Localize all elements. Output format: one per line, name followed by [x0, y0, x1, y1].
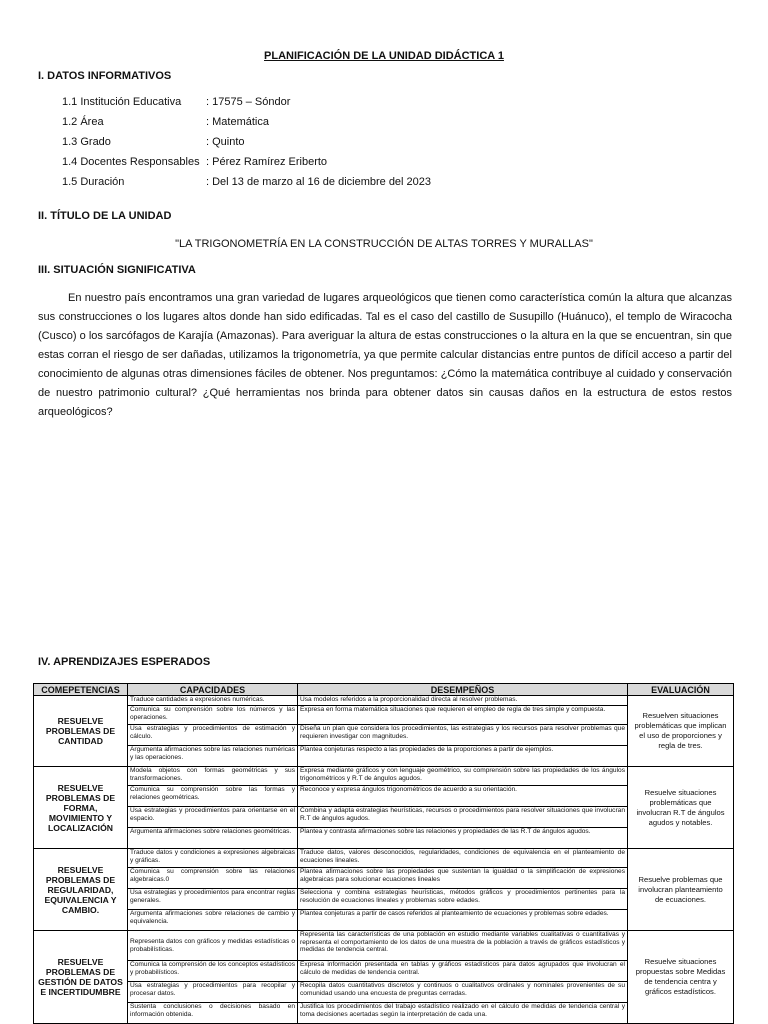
- capacity-cell: Traduce datos y condiciones a expresiones algebraicas y gráficas.: [128, 849, 298, 868]
- info-row: [62, 136, 245, 148]
- capacity-cell: Modela objetos con formas geométricas y sus transformaciones.: [128, 767, 298, 786]
- performance-cell: Representa las características de una población en estudio mediante variables cualitativas o cuantitativas y representa el comportamiento de los datos de una muestra de la población a través de gráficos estadísticos y medidas de tendencia central.: [298, 931, 628, 961]
- performance-cell: Justifica los procedimientos del trabajo estadístico realizado en el cálculo de medidas de tendencia central y toma decisiones acertadas según la interpretación de cada una.: [298, 1003, 628, 1024]
- header-desempenos: DESEMPEÑOS: [298, 684, 628, 696]
- performance-cell: Plantea afirmaciones sobre las propiedades que sustentan la igualdad o la simplificación de expresiones algebraicas para solucionar ecuaciones lineales: [298, 868, 628, 889]
- performance-cell: Usa modelos referidos a la proporcionalidad directa al resolver problemas.: [298, 696, 628, 706]
- performance-cell: Diseña un plan que considera los procedimientos, las estrategias y los recursos para resolver problemas que requieren investigar con magnitudes.: [298, 725, 628, 746]
- capacity-cell: Argumenta afirmaciones sobre relaciones de cambio y equivalencia.: [128, 910, 298, 931]
- learning-table: [33, 683, 734, 1024]
- competency-cell: RESUELVE PROBLEMAS DE GESTIÓN DE DATOS E INCERTIDUMBRE: [34, 931, 128, 1024]
- situation-paragraph: En nuestro país encontramos una gran variedad de lugares arqueológicos que tienen como característica común la altura que alcanzas sus construcciones o los lugares altos donde han sido edificadas. Tal es el caso del castillo de Susupillo (Huánuco), el templo de Wiracocha (Cusco) o los sarcófagos de Karajía (Amazonas). Para averiguar la altura de estas construcciones o la altura en la que se encuentran, sin que estas corran el riesgo de ser dañadas, utilizamos la trigonometría, ya que permite calcular distancias entre puntos de difícil acceso a partir del conocimiento de algunas otras dimensiones fáciles de obtener. Nos preguntamos: ¿Cómo la matemática contribuye al cuidado y conservación de nuestro patrimonio cultural? ¿Qué herramientas nos brinda para obtener datos sin causas daños en la estructura de estos restos arqueológicos?: [38, 292, 732, 418]
- capacity-cell: Usa estrategias y procedimientos para recopilar y procesar datos.: [128, 982, 298, 1003]
- capacity-cell: Traduce cantidades a expresiones numéricas.: [128, 696, 298, 706]
- header-capacidades: CAPACIDADES: [128, 684, 298, 696]
- evaluation-cell: Resuelve situaciones problemáticas que involucran R.T de ángulos agudos y notables.: [628, 767, 734, 849]
- info-value: : Pérez Ramírez Eriberto: [206, 156, 328, 168]
- section-heading-titulo: II. TÍTULO DE LA UNIDAD: [38, 210, 172, 222]
- performance-cell: Plantea conjeturas a partir de casos referidos al planteamiento de ecuaciones y problemas sobre edades.: [298, 910, 628, 931]
- capacity-cell: Argumenta afirmaciones sobre relaciones geométricas.: [128, 828, 298, 849]
- performance-cell: Recopila datos cuantitativos discretos y continuos o cualitativos ordinales y nominales provenientes de su comunidad usando una encuesta de preguntas cerradas.: [298, 982, 628, 1003]
- table-row: [34, 696, 734, 706]
- info-value: : Del 13 de marzo al 16 de diciembre del 2023: [206, 176, 432, 188]
- info-row: [62, 96, 290, 108]
- info-row: [62, 116, 269, 128]
- document-title: PLANIFICACIÓN DE LA UNIDAD DIDÁCTICA 1: [264, 50, 504, 62]
- info-label: 1.3 Grado: [62, 136, 111, 148]
- capacity-cell: Usa estrategias y procedimientos para orientarse en el espacio.: [128, 807, 298, 828]
- info-label: 1.1 Institución Educativa: [62, 96, 182, 108]
- header-evaluacion: EVALUACIÓN: [628, 684, 734, 696]
- performance-cell: Plantea conjeturas respecto a las propiedades de la proporciones a partir de ejemplos.: [298, 746, 628, 767]
- info-label: 1.4 Docentes Responsables: [62, 156, 200, 168]
- evaluation-cell: Resuelve situaciones propuestas sobre Medidas de tendencia centra y gráficos estadísticos.: [628, 931, 734, 1024]
- info-value: : 17575 – Sóndor: [206, 96, 291, 108]
- competency-cell: RESUELVE PROBLEMAS DE REGULARIDAD, EQUIVALENCIA Y CAMBIO.: [34, 849, 128, 931]
- performance-cell: Plantea y contrasta afirmaciones sobre las relaciones y propiedades de las R.T de ángulos agudos.: [298, 828, 628, 849]
- performance-cell: Combina y adapta estrategias heurísticas, recursos o procedimientos para resolver situaciones que involucran R.T de ángulos agudos.: [298, 807, 628, 828]
- table-header-row: [34, 684, 734, 696]
- section-heading-datos: I. DATOS INFORMATIVOS: [38, 70, 172, 82]
- capacity-cell: Usa estrategias y procedimientos para encontrar reglas generales.: [128, 889, 298, 910]
- capacity-cell: Usa estrategias y procedimientos de estimación y cálculo.: [128, 725, 298, 746]
- performance-cell: Selecciona y combina estrategias heurísticas, métodos gráficos y procedimientos pertinentes para la resolución de ecuaciones lineales y problemas sobre edades.: [298, 889, 628, 910]
- header-competencias: COMEPETENCIAS: [34, 684, 128, 696]
- performance-cell: Expresa mediante gráficos y con lenguaje geométrico, su comprensión sobre las propiedades de los ángulos trigonométricos y R.T de ángulos agudos.: [298, 767, 628, 786]
- info-row: [62, 156, 327, 168]
- info-value: : Matemática: [206, 116, 269, 128]
- performance-cell: Expresa información presentada en tablas y gráficos estadísticos para datos agrupados que involucran el cálculo de medidas de tendencia central.: [298, 961, 628, 982]
- table-row: [34, 767, 734, 786]
- capacity-cell: Representa datos con gráficos y medidas estadísticas o probabilísticas.: [128, 931, 298, 961]
- evaluation-cell: Resuelven situaciones problemáticas que implican el uso de proporciones y regla de tres.: [628, 696, 734, 767]
- performance-cell: Reconoce y expresa ángulos trigonométricos de acuerdo a su orientación.: [298, 786, 628, 807]
- capacity-cell: Comunica su comprensión sobre las formas y relaciones geométricas.: [128, 786, 298, 807]
- info-label: 1.5 Duración: [62, 176, 125, 188]
- unit-title: "LA TRIGONOMETRÍA EN LA CONSTRUCCIÓN DE ALTAS TORRES Y MURALLAS": [175, 238, 593, 250]
- capacity-cell: Sustenta conclusiones o decisiones basado en información obtenida.: [128, 1003, 298, 1024]
- capacity-cell: Comunica la comprensión de los conceptos estadísticos y probabilísticos.: [128, 961, 298, 982]
- competency-cell: RESUELVE PROBLEMAS DE FORMA, MOVIMIENTO Y LOCALIZACIÓN: [34, 767, 128, 849]
- info-row: [62, 176, 431, 188]
- info-value: : Quinto: [206, 136, 245, 148]
- capacity-cell: Comunica su comprensión sobre las relaciones algebraicas.0: [128, 868, 298, 889]
- capacity-cell: Comunica su comprensión sobre los números y las operaciones.: [128, 706, 298, 725]
- table-row: [34, 849, 734, 868]
- info-label: 1.2 Área: [62, 116, 104, 128]
- evaluation-cell: Resuelve problemas que involucran planteamiento de ecuaciones.: [628, 849, 734, 931]
- capacity-cell: Argumenta afirmaciones sobre las relaciones numéricas y las operaciones.: [128, 746, 298, 767]
- section-heading-situacion: III. SITUACIÓN SIGNIFICATIVA: [38, 264, 196, 276]
- performance-cell: Traduce datos, valores desconocidos, regularidades, condiciones de equivalencia en el planteamiento de ecuaciones lineales.: [298, 849, 628, 868]
- competency-cell: RESUELVE PROBLEMAS DE CANTIDAD: [34, 696, 128, 767]
- table-row: [34, 931, 734, 961]
- section-heading-aprendizajes: IV. APRENDIZAJES ESPERADOS: [38, 656, 211, 668]
- performance-cell: Expresa en forma matemática situaciones que requieren el empleo de regla de tres simple y compuesta.: [298, 706, 628, 725]
